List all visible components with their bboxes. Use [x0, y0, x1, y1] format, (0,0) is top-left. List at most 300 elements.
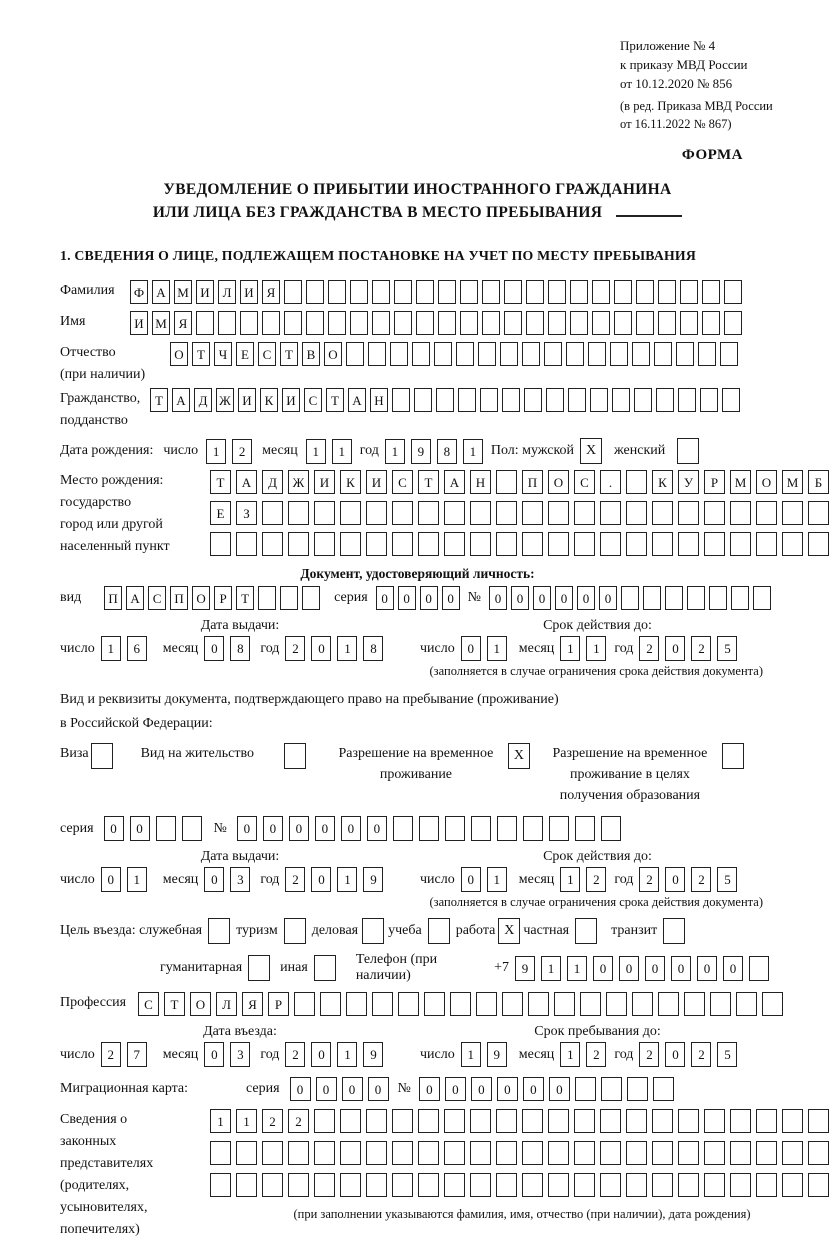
char-box[interactable]: [575, 816, 595, 841]
char-box[interactable]: [496, 470, 517, 494]
char-box[interactable]: 0: [497, 1077, 518, 1101]
char-box[interactable]: [368, 342, 386, 366]
char-box[interactable]: [470, 1173, 491, 1197]
char-box[interactable]: [340, 501, 361, 525]
char-box[interactable]: [340, 1109, 361, 1133]
char-box[interactable]: 1: [541, 956, 561, 981]
char-box[interactable]: [730, 532, 751, 556]
char-box[interactable]: 1: [206, 439, 226, 464]
char-box[interactable]: 8: [230, 636, 250, 661]
char-box[interactable]: [610, 342, 628, 366]
char-box[interactable]: 0: [577, 586, 595, 610]
char-box[interactable]: [418, 1141, 439, 1165]
char-box[interactable]: [496, 1141, 517, 1165]
char-box[interactable]: 0: [316, 1077, 337, 1101]
char-box[interactable]: 1: [385, 439, 405, 464]
char-box[interactable]: [700, 388, 718, 412]
char-box[interactable]: [314, 1109, 335, 1133]
char-box[interactable]: 1: [101, 636, 121, 661]
char-box[interactable]: [684, 992, 705, 1016]
char-box[interactable]: 0: [104, 816, 124, 841]
char-box[interactable]: [808, 1109, 829, 1133]
char-box[interactable]: [808, 1173, 829, 1197]
char-box[interactable]: [600, 532, 621, 556]
char-box[interactable]: М: [730, 470, 751, 494]
char-box[interactable]: 9: [487, 1042, 507, 1067]
char-box[interactable]: [523, 816, 543, 841]
char-box[interactable]: [328, 280, 346, 304]
char-box[interactable]: 2: [285, 636, 305, 661]
checkbox-temp-residence[interactable]: X: [508, 743, 530, 769]
char-box[interactable]: [424, 992, 445, 1016]
char-box[interactable]: [522, 532, 543, 556]
char-box[interactable]: 0: [368, 1077, 389, 1101]
char-box[interactable]: [566, 342, 584, 366]
checkbox-temp-residence-edu[interactable]: [722, 743, 744, 769]
char-box[interactable]: [390, 342, 408, 366]
char-box[interactable]: [678, 1141, 699, 1165]
checkbox-purpose-private[interactable]: [575, 918, 597, 944]
char-box[interactable]: 0: [697, 956, 717, 981]
char-box[interactable]: [320, 992, 341, 1016]
char-box[interactable]: [548, 1109, 569, 1133]
char-box[interactable]: 0: [237, 816, 257, 841]
char-box[interactable]: .: [600, 470, 621, 494]
char-box[interactable]: [346, 992, 367, 1016]
char-box[interactable]: А: [348, 388, 366, 412]
char-box[interactable]: [710, 992, 731, 1016]
char-box[interactable]: [444, 1141, 465, 1165]
char-box[interactable]: 1: [560, 1042, 580, 1067]
char-box[interactable]: [601, 816, 621, 841]
checkbox-purpose-official[interactable]: [208, 918, 230, 944]
char-box[interactable]: Ж: [288, 470, 309, 494]
char-box[interactable]: [654, 342, 672, 366]
char-box[interactable]: 2: [691, 867, 711, 892]
char-box[interactable]: [394, 311, 412, 335]
char-box[interactable]: Д: [194, 388, 212, 412]
char-box[interactable]: [753, 586, 771, 610]
char-box[interactable]: [482, 280, 500, 304]
char-box[interactable]: [574, 1173, 595, 1197]
char-box[interactable]: [658, 311, 676, 335]
char-box[interactable]: 2: [262, 1109, 283, 1133]
char-box[interactable]: [284, 280, 302, 304]
char-box[interactable]: [678, 501, 699, 525]
char-box[interactable]: 0: [489, 586, 507, 610]
char-box[interactable]: С: [304, 388, 322, 412]
char-box[interactable]: 0: [665, 636, 685, 661]
char-box[interactable]: 0: [311, 636, 331, 661]
char-box[interactable]: 0: [130, 816, 150, 841]
checkbox-visa[interactable]: [91, 743, 113, 769]
char-box[interactable]: 6: [127, 636, 147, 661]
char-box[interactable]: [632, 342, 650, 366]
char-box[interactable]: [414, 388, 432, 412]
checkbox-residence-permit[interactable]: [284, 743, 306, 769]
char-box[interactable]: Л: [216, 992, 237, 1016]
char-box[interactable]: [652, 501, 673, 525]
char-box[interactable]: [724, 280, 742, 304]
char-box[interactable]: 0: [419, 1077, 440, 1101]
char-box[interactable]: [678, 1109, 699, 1133]
char-box[interactable]: А: [152, 280, 170, 304]
char-box[interactable]: 0: [619, 956, 639, 981]
char-box[interactable]: [658, 280, 676, 304]
char-box[interactable]: Н: [470, 470, 491, 494]
char-box[interactable]: [636, 280, 654, 304]
char-box[interactable]: О: [756, 470, 777, 494]
char-box[interactable]: Т: [236, 586, 254, 610]
char-box[interactable]: [496, 1109, 517, 1133]
char-box[interactable]: [306, 311, 324, 335]
char-box[interactable]: [600, 501, 621, 525]
char-box[interactable]: [504, 280, 522, 304]
char-box[interactable]: [288, 1141, 309, 1165]
char-box[interactable]: [392, 1173, 413, 1197]
char-box[interactable]: [704, 501, 725, 525]
char-box[interactable]: 0: [549, 1077, 570, 1101]
char-box[interactable]: [626, 470, 647, 494]
char-box[interactable]: О: [170, 342, 188, 366]
char-box[interactable]: Р: [704, 470, 725, 494]
char-box[interactable]: [497, 816, 517, 841]
char-box[interactable]: [418, 501, 439, 525]
char-box[interactable]: [762, 992, 783, 1016]
char-box[interactable]: [366, 532, 387, 556]
checkbox-purpose-study[interactable]: [428, 918, 450, 944]
char-box[interactable]: [196, 311, 214, 335]
char-box[interactable]: [262, 532, 283, 556]
char-box[interactable]: [621, 586, 639, 610]
char-box[interactable]: [156, 816, 176, 841]
char-box[interactable]: 2: [691, 636, 711, 661]
char-box[interactable]: [419, 816, 439, 841]
char-box[interactable]: [704, 532, 725, 556]
char-box[interactable]: К: [652, 470, 673, 494]
char-box[interactable]: [314, 1173, 335, 1197]
char-box[interactable]: [653, 1077, 674, 1101]
char-box[interactable]: 1: [560, 867, 580, 892]
char-box[interactable]: И: [282, 388, 300, 412]
char-box[interactable]: 8: [363, 636, 383, 661]
char-box[interactable]: 0: [533, 586, 551, 610]
char-box[interactable]: 0: [204, 636, 224, 661]
char-box[interactable]: [574, 532, 595, 556]
char-box[interactable]: [306, 280, 324, 304]
char-box[interactable]: [458, 388, 476, 412]
char-box[interactable]: [314, 1141, 335, 1165]
char-box[interactable]: 0: [204, 1042, 224, 1067]
char-box[interactable]: [731, 586, 749, 610]
char-box[interactable]: 1: [461, 1042, 481, 1067]
char-box[interactable]: [730, 1173, 751, 1197]
checkbox-purpose-transit[interactable]: [663, 918, 685, 944]
char-box[interactable]: [444, 1173, 465, 1197]
char-box[interactable]: [445, 816, 465, 841]
char-box[interactable]: [444, 532, 465, 556]
checkbox-purpose-humanitarian[interactable]: [248, 955, 270, 981]
char-box[interactable]: [288, 1173, 309, 1197]
char-box[interactable]: 0: [665, 1042, 685, 1067]
char-box[interactable]: [444, 1109, 465, 1133]
char-box[interactable]: [687, 586, 705, 610]
char-box[interactable]: С: [574, 470, 595, 494]
char-box[interactable]: Н: [370, 388, 388, 412]
char-box[interactable]: Т: [210, 470, 231, 494]
char-box[interactable]: Т: [418, 470, 439, 494]
char-box[interactable]: [756, 1141, 777, 1165]
char-box[interactable]: 1: [127, 867, 147, 892]
char-box[interactable]: Е: [236, 342, 254, 366]
char-box[interactable]: [444, 501, 465, 525]
char-box[interactable]: П: [170, 586, 188, 610]
char-box[interactable]: 2: [288, 1109, 309, 1133]
char-box[interactable]: [314, 532, 335, 556]
char-box[interactable]: [418, 532, 439, 556]
char-box[interactable]: 0: [376, 586, 394, 610]
char-box[interactable]: С: [258, 342, 276, 366]
char-box[interactable]: [730, 1141, 751, 1165]
char-box[interactable]: [346, 342, 364, 366]
char-box[interactable]: [524, 388, 542, 412]
char-box[interactable]: 1: [236, 1109, 257, 1133]
checkbox-purpose-tourism[interactable]: [284, 918, 306, 944]
char-box[interactable]: И: [366, 470, 387, 494]
char-box[interactable]: [601, 1077, 622, 1101]
char-box[interactable]: [590, 388, 608, 412]
char-box[interactable]: 0: [471, 1077, 492, 1101]
char-box[interactable]: О: [192, 586, 210, 610]
char-box[interactable]: М: [152, 311, 170, 335]
char-box[interactable]: 0: [204, 867, 224, 892]
char-box[interactable]: 1: [337, 867, 357, 892]
char-box[interactable]: Л: [218, 280, 236, 304]
char-box[interactable]: [496, 501, 517, 525]
char-box[interactable]: [366, 1141, 387, 1165]
char-box[interactable]: [702, 280, 720, 304]
char-box[interactable]: [680, 280, 698, 304]
char-box[interactable]: [471, 816, 491, 841]
char-box[interactable]: 0: [263, 816, 283, 841]
char-box[interactable]: [548, 1141, 569, 1165]
char-box[interactable]: О: [324, 342, 342, 366]
char-box[interactable]: 1: [332, 439, 352, 464]
char-box[interactable]: [656, 388, 674, 412]
char-box[interactable]: [288, 501, 309, 525]
char-box[interactable]: [502, 992, 523, 1016]
char-box[interactable]: [548, 311, 566, 335]
char-box[interactable]: 9: [363, 867, 383, 892]
char-box[interactable]: К: [260, 388, 278, 412]
char-box[interactable]: 2: [285, 867, 305, 892]
char-box[interactable]: [549, 816, 569, 841]
char-box[interactable]: [372, 992, 393, 1016]
char-box[interactable]: [412, 342, 430, 366]
char-box[interactable]: И: [238, 388, 256, 412]
char-box[interactable]: 0: [665, 867, 685, 892]
char-box[interactable]: Т: [280, 342, 298, 366]
char-box[interactable]: М: [782, 470, 803, 494]
char-box[interactable]: 0: [645, 956, 665, 981]
char-box[interactable]: [575, 1077, 596, 1101]
char-box[interactable]: 2: [232, 439, 252, 464]
char-box[interactable]: [632, 992, 653, 1016]
char-box[interactable]: 2: [101, 1042, 121, 1067]
char-box[interactable]: [522, 342, 540, 366]
char-box[interactable]: [392, 1109, 413, 1133]
char-box[interactable]: [548, 280, 566, 304]
char-box[interactable]: О: [548, 470, 569, 494]
char-box[interactable]: [574, 1109, 595, 1133]
char-box[interactable]: [634, 388, 652, 412]
char-box[interactable]: [340, 1141, 361, 1165]
char-box[interactable]: С: [148, 586, 166, 610]
char-box[interactable]: 0: [461, 867, 481, 892]
char-box[interactable]: 9: [515, 956, 535, 981]
char-box[interactable]: 2: [639, 636, 659, 661]
char-box[interactable]: 9: [363, 1042, 383, 1067]
char-box[interactable]: Р: [268, 992, 289, 1016]
char-box[interactable]: [350, 280, 368, 304]
char-box[interactable]: [808, 1141, 829, 1165]
char-box[interactable]: [480, 388, 498, 412]
char-box[interactable]: [434, 342, 452, 366]
char-box[interactable]: 2: [639, 1042, 659, 1067]
char-box[interactable]: [614, 311, 632, 335]
char-box[interactable]: 1: [337, 636, 357, 661]
char-box[interactable]: Д: [262, 470, 283, 494]
char-box[interactable]: 1: [463, 439, 483, 464]
char-box[interactable]: З: [236, 501, 257, 525]
checkbox-purpose-work[interactable]: X: [498, 918, 520, 944]
char-box[interactable]: [496, 1173, 517, 1197]
char-box[interactable]: [592, 311, 610, 335]
char-box[interactable]: [470, 1141, 491, 1165]
char-box[interactable]: [626, 532, 647, 556]
char-box[interactable]: [600, 1141, 621, 1165]
char-box[interactable]: [600, 1109, 621, 1133]
char-box[interactable]: [392, 532, 413, 556]
char-box[interactable]: [476, 992, 497, 1016]
char-box[interactable]: Ж: [216, 388, 234, 412]
char-box[interactable]: С: [138, 992, 159, 1016]
char-box[interactable]: О: [190, 992, 211, 1016]
checkbox-purpose-business[interactable]: [362, 918, 384, 944]
char-box[interactable]: [236, 1141, 257, 1165]
char-box[interactable]: А: [236, 470, 257, 494]
char-box[interactable]: [626, 1173, 647, 1197]
char-box[interactable]: А: [444, 470, 465, 494]
char-box[interactable]: [258, 586, 276, 610]
char-box[interactable]: 1: [487, 636, 507, 661]
char-box[interactable]: Т: [192, 342, 210, 366]
char-box[interactable]: [756, 532, 777, 556]
char-box[interactable]: [522, 1173, 543, 1197]
char-box[interactable]: [314, 501, 335, 525]
char-box[interactable]: [262, 1141, 283, 1165]
char-box[interactable]: 0: [315, 816, 335, 841]
char-box[interactable]: [262, 311, 280, 335]
char-box[interactable]: И: [240, 280, 258, 304]
char-box[interactable]: В: [302, 342, 320, 366]
char-box[interactable]: [808, 532, 829, 556]
char-box[interactable]: [460, 311, 478, 335]
char-box[interactable]: [678, 388, 696, 412]
char-box[interactable]: [522, 1109, 543, 1133]
char-box[interactable]: П: [522, 470, 543, 494]
checkbox-male[interactable]: X: [580, 438, 602, 464]
char-box[interactable]: Я: [262, 280, 280, 304]
char-box[interactable]: [392, 1141, 413, 1165]
char-box[interactable]: [470, 1109, 491, 1133]
char-box[interactable]: У: [678, 470, 699, 494]
char-box[interactable]: [756, 1109, 777, 1133]
char-box[interactable]: [643, 586, 661, 610]
char-box[interactable]: [652, 1173, 673, 1197]
char-box[interactable]: [636, 311, 654, 335]
char-box[interactable]: [482, 311, 500, 335]
char-box[interactable]: [294, 992, 315, 1016]
char-box[interactable]: К: [340, 470, 361, 494]
char-box[interactable]: 2: [586, 1042, 606, 1067]
char-box[interactable]: [236, 532, 257, 556]
char-box[interactable]: [606, 992, 627, 1016]
char-box[interactable]: 0: [341, 816, 361, 841]
char-box[interactable]: [436, 388, 454, 412]
char-box[interactable]: 0: [342, 1077, 363, 1101]
char-box[interactable]: [588, 342, 606, 366]
char-box[interactable]: [652, 532, 673, 556]
char-box[interactable]: [496, 532, 517, 556]
char-box[interactable]: [680, 311, 698, 335]
char-box[interactable]: [570, 311, 588, 335]
char-box[interactable]: [592, 280, 610, 304]
char-box[interactable]: И: [130, 311, 148, 335]
char-box[interactable]: [568, 388, 586, 412]
char-box[interactable]: [722, 388, 740, 412]
char-box[interactable]: [570, 280, 588, 304]
char-box[interactable]: [280, 586, 298, 610]
char-box[interactable]: [502, 388, 520, 412]
char-box[interactable]: 0: [398, 586, 416, 610]
char-box[interactable]: А: [172, 388, 190, 412]
char-box[interactable]: 5: [717, 636, 737, 661]
char-box[interactable]: [626, 1109, 647, 1133]
char-box[interactable]: [678, 1173, 699, 1197]
char-box[interactable]: 1: [210, 1109, 231, 1133]
char-box[interactable]: [182, 816, 202, 841]
char-box[interactable]: И: [314, 470, 335, 494]
char-box[interactable]: [782, 532, 803, 556]
char-box[interactable]: 0: [671, 956, 691, 981]
char-box[interactable]: 9: [411, 439, 431, 464]
char-box[interactable]: [782, 1173, 803, 1197]
char-box[interactable]: [612, 388, 630, 412]
char-box[interactable]: 3: [230, 867, 250, 892]
char-box[interactable]: [574, 501, 595, 525]
char-box[interactable]: [652, 1141, 673, 1165]
char-box[interactable]: [626, 501, 647, 525]
char-box[interactable]: 0: [311, 867, 331, 892]
char-box[interactable]: [470, 501, 491, 525]
char-box[interactable]: [600, 1173, 621, 1197]
char-box[interactable]: 3: [230, 1042, 250, 1067]
char-box[interactable]: [720, 342, 738, 366]
char-box[interactable]: [394, 280, 412, 304]
char-box[interactable]: [782, 1141, 803, 1165]
char-box[interactable]: [504, 311, 522, 335]
